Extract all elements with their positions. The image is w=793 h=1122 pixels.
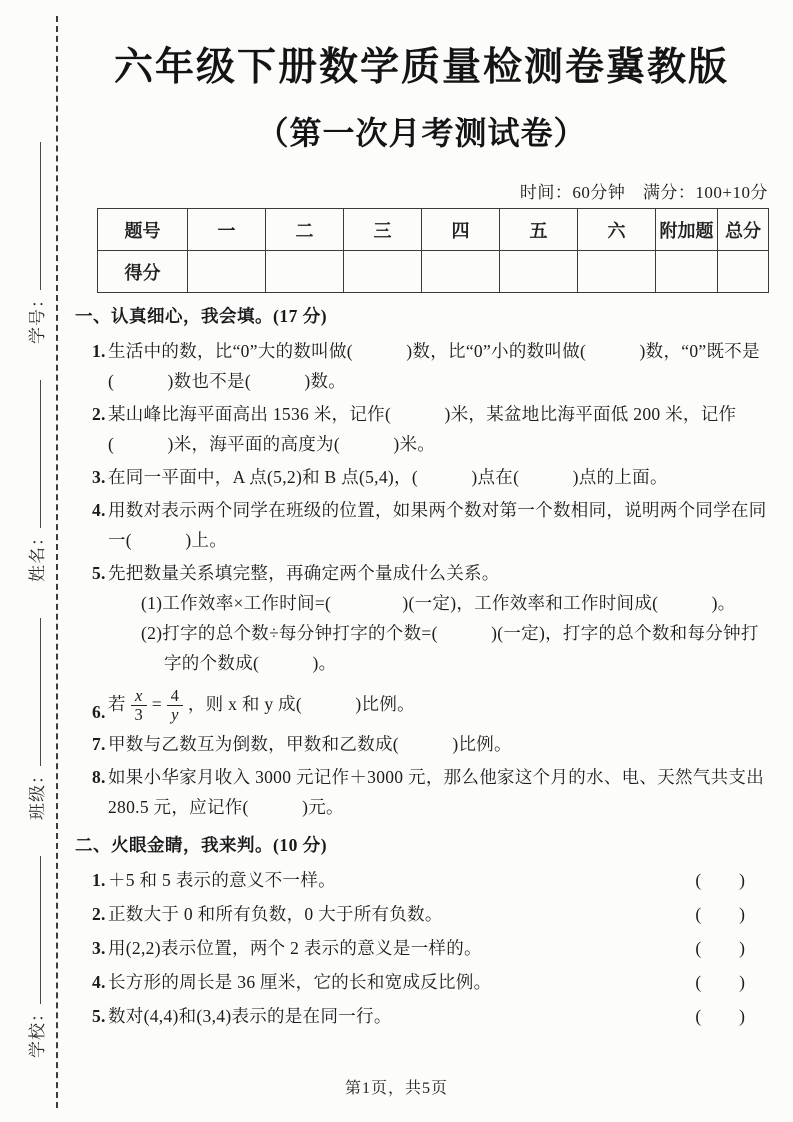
question-text: 先把数量关系填完整，再确定两个量成什么关系。 [108, 563, 500, 583]
col-6: 六 [578, 209, 656, 251]
question-number: 7. [92, 734, 106, 754]
question-text: 长方形的周长是 36 厘米，它的长和宽成反比例。 [108, 972, 492, 992]
question-number: 3. [92, 938, 106, 958]
col-question-no: 题号 [98, 209, 188, 251]
question-number: 4. [92, 972, 106, 992]
col-3: 三 [344, 209, 422, 251]
fraction-4-over-y: $\frac{4}{y}$ [167, 687, 184, 726]
question-text: 如果小华家月收入 3000 元记作＋3000 元，那么他家这个月的水、电、天然气共支出 280.5 元，应记作( )元。 [108, 767, 765, 817]
exam-meta: 时间：60分钟 满分：100+10分 [519, 183, 768, 202]
fraction-x-over-3: $\frac{x}{3}$ [131, 687, 148, 726]
judge-question-2 [75, 899, 768, 929]
score-cell [266, 251, 344, 293]
question-5 [75, 558, 768, 678]
question-number: 2. [92, 404, 106, 424]
score-table-header-row [98, 209, 769, 251]
question-1 [75, 336, 768, 396]
col-2: 二 [266, 209, 344, 251]
question-text: 甲数与乙数互为倒数，甲数和乙数成( )比例。 [108, 734, 512, 754]
question-text: 在同一平面中，A 点(5,2)和 B 点(5,4)，( )点在( )点的上面。 [108, 467, 668, 487]
question-text: 数对(4,4)和(3,4)表示的是在同一行。 [108, 1006, 392, 1026]
student-info-strip [12, 0, 58, 1122]
question-3 [75, 462, 768, 492]
question-text: 用(2,2)表示位置，两个 2 表示的意义是一样的。 [108, 938, 482, 958]
judge-question-4 [75, 967, 768, 997]
score-table [97, 208, 769, 293]
score-cell [718, 251, 769, 293]
student-id-fill-line [39, 142, 41, 290]
class-field [23, 618, 48, 820]
question-number: 2. [92, 904, 106, 924]
question-2 [75, 399, 768, 459]
student-id-field [23, 142, 48, 344]
student-id-label: 学号： [27, 290, 47, 344]
question-number: 3. [92, 467, 106, 487]
question-4 [75, 495, 768, 555]
question-number: 1. [92, 870, 106, 890]
school-fill-line [39, 856, 41, 1004]
section1-heading: 一、认真细心，我会填。(17 分) [75, 306, 328, 326]
answer-bracket: ( ) [695, 938, 746, 958]
question-number: 6. [92, 702, 106, 722]
judge-question-3 [75, 933, 768, 963]
score-row-label: 得分 [98, 251, 188, 293]
page-subtitle: （第一次月考测试卷） [256, 115, 587, 151]
exam-content [75, 0, 768, 1035]
question-number: 5. [92, 563, 106, 583]
question-text: 正数大于 0 和所有负数，0 大于所有负数。 [108, 904, 443, 924]
answer-bracket: ( ) [695, 870, 746, 890]
judge-question-5 [75, 1001, 768, 1031]
col-5: 五 [500, 209, 578, 251]
question-8 [75, 762, 768, 822]
school-label: 学校： [27, 1004, 47, 1058]
score-table-score-row [98, 251, 769, 293]
question-number: 1. [92, 341, 106, 361]
question-5-sub-2: (2)打字的总个数÷每分钟打字的个数=( )(一定)，打字的总个数和每分钟打字的个数成( )。 [141, 623, 759, 673]
class-label: 班级： [27, 766, 47, 820]
page-title: 六年级下册数学质量检测卷冀教版 [113, 46, 729, 89]
score-cell [422, 251, 500, 293]
question-text: ＋5 和 5 表示的意义不一样。 [108, 870, 336, 890]
question-text: 某山峰比海平面高出 1536 米，记作( )米，某盆地比海平面低 200 米，记作( )米，海平面的高度为( )米。 [108, 404, 737, 454]
question-7 [75, 729, 768, 759]
name-field [23, 380, 48, 582]
question-text-pre: 若 [108, 694, 126, 714]
answer-bracket: ( ) [695, 904, 746, 924]
score-cell [500, 251, 578, 293]
question-text: 用数对表示两个同学在班级的位置，如果两个数对第一个数相同，说明两个同学在同一( )上。 [108, 500, 767, 550]
score-cell [344, 251, 422, 293]
score-cell [188, 251, 266, 293]
judge-question-1 [75, 865, 768, 895]
col-4: 四 [422, 209, 500, 251]
question-5-sub-1: (1)工作效率×工作时间=( )(一定)，工作效率和工作时间成( )。 [141, 593, 736, 613]
score-cell [578, 251, 656, 293]
equals-sign: = [151, 694, 162, 714]
col-total: 总分 [718, 209, 769, 251]
answer-bracket: ( ) [695, 972, 746, 992]
class-fill-line [39, 618, 41, 766]
answer-bracket: ( ) [695, 1006, 746, 1026]
question-text: 生活中的数，比“0”大的数叫做( )数，比“0”小的数叫做( )数，“0”既不是( )数也不是( )数。 [108, 341, 760, 391]
school-field [23, 856, 48, 1058]
question-6 [75, 681, 768, 727]
col-bonus: 附加题 [656, 209, 718, 251]
name-label: 姓名： [27, 528, 47, 582]
score-cell [656, 251, 718, 293]
col-1: 一 [188, 209, 266, 251]
page-footer: 第1页，共5页 [344, 1080, 448, 1097]
question-number: 8. [92, 767, 106, 787]
section2-heading: 二、火眼金睛，我来判。(10 分) [75, 835, 328, 855]
name-fill-line [39, 380, 41, 528]
question-number: 5. [92, 1006, 106, 1026]
question-text-post: ，则 x 和 y 成( )比例。 [187, 694, 415, 714]
question-number: 4. [92, 500, 106, 520]
